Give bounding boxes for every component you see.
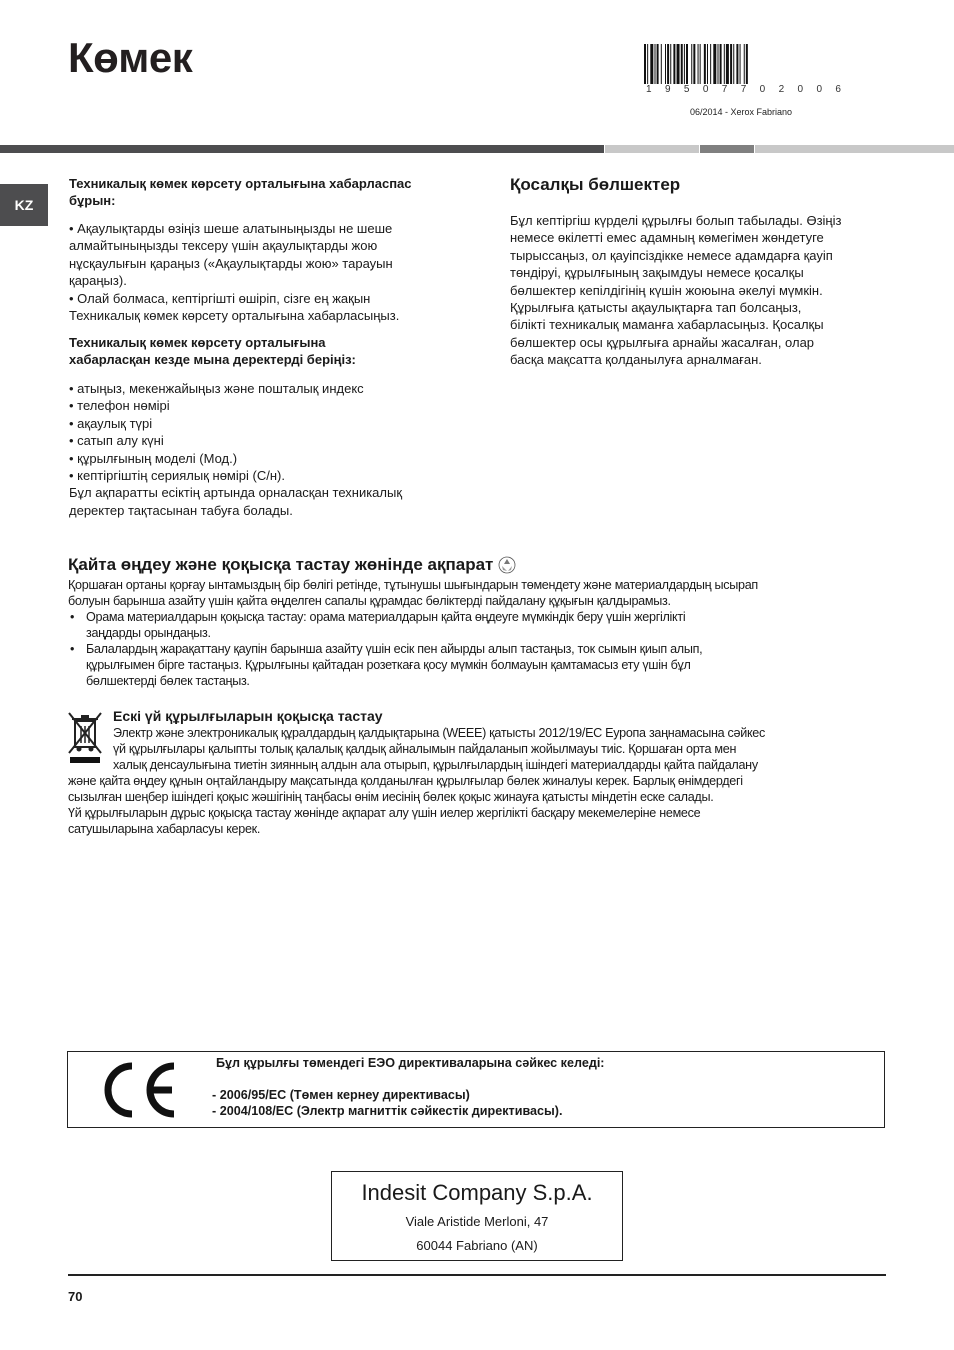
header-stripe-light [605,145,699,153]
info-heading [69,334,356,369]
text-line: құрылғымен бірге тастаңыз. Құрылғыны қайтадан розеткаға қосу мүмкін болмауын қамтамасыз ету үшін бұл [86,658,691,673]
text-line: Қоршаған ортаны қорғау ынтамыздың бір бөлігі ретінде, тұтынушы шығындарын төмендету және материалдардың ысырап [68,578,758,592]
text-line: төндіруі, құрылғының зақымдуы немесе қосалқы [510,265,804,281]
text-line: • Олай болмаса, кептіргішті өшіріп, сізге ең жақын [69,290,371,306]
text-line: Техникалық көмек көрсету орталығына хабарласыңыз. [69,308,400,324]
company-city: 60044 Fabriano (AN) [416,1238,538,1253]
recycle-icon [498,556,516,574]
ce-compliance-box [67,1051,885,1128]
text-line: Электр және электроникалық құралдардың қалдықтарына (WEEE) қатысты 2012/19/EC Еуропа заңнамасына сәйкес [113,726,766,740]
ce-intro: Бұл құрылғы төмендегі ЕЭО директиваларына сәйкес келеді: [216,1056,605,1070]
text-line: Бұл ақпаратты есіктің артында орналасқан техникалық [69,485,403,501]
text-line: үй құрылғылары қалыпты толық қалалық қалдық айналымын пайдаланып жойылмауы тиіс. Қоршаған орта мен [113,742,737,757]
text-line: және қайта өңдеу құнын оңтайландыру мақсатында қолданылған құрылғылар бөлек жиналуы керек. Барлық өнімдердегі [68,774,743,788]
text-line: хабарласқан кезде мына деректерді беріңіз: [69,352,356,368]
text-line: сызылған шеңбер ішіндегі қоқыс жәшігінің таңбасы өнім иесінің бөлек қоқыс жинауға қатысты міндетін еске салады. [68,790,714,805]
text-line: болуын барынша азайту үшін қайта өңделген сапалы құрамдас бөліктерді пайдалану құқығын қалдырамыз. [68,594,671,609]
spare-parts-paragraph [510,212,841,369]
text-line: бөлшектер осы құрылғыға арнайы жасалған, олар [510,334,815,350]
list-item: • ақаулық түрі [69,415,153,431]
text-line: Үй құрылғыларын дұрыс қоқысқа тастау жөнінде ақпарат алу үшін иелер жергілікті басқару мекемелеріне немесе [68,806,701,821]
weee-text [68,773,743,837]
weee-heading: Ескі үй құрылғыларын қоқысқа тастау [113,708,383,724]
list-item [68,641,702,689]
text-line: алмайтыныңызды тексеру үшін ақаулықтарды жою [69,238,378,254]
text-line: немесе өкілетті емес адамның көмегімен жөндетуге [510,230,824,246]
text-line: Техникалық көмек көрсету орталығына [69,335,326,350]
barcode [644,44,846,84]
list-item: • телефон нөмірі [69,398,170,414]
page-number: 70 [68,1289,83,1304]
text-line: • Ақаулықтарды өзіңіз шеше алатыныңызды не шеше [69,221,393,236]
text-line: тырыссаңыз, ол қауіпсіздікке немесе адамдарға қауіп [510,247,833,263]
support-heading [69,175,412,210]
spare-parts-heading: Қосалқы бөлшектер [510,175,681,194]
company-name: Indesit Company S.p.A. [361,1180,593,1205]
page-title: Көмек [68,34,193,81]
text-line: халық денсаулығына тиетін зиянның алдын ала отырып, құрылғылардың ішіндегі материалдарды қайта пайдалану [113,758,758,773]
language-tab: KZ [0,184,48,226]
list-item [68,609,702,641]
header-stripe-light-2 [755,145,954,153]
crossed-bin-icon [67,712,103,764]
header-stripe-dark [0,145,604,153]
directive-item: - 2004/108/EC (Электр магниттік сәйкестік директивасы). [212,1103,563,1118]
text-line: заңдарды орындаңыз. [86,626,211,641]
directive-item: - 2006/95/EC (Төмен кернеу директивасы) [212,1088,470,1102]
text-line: Бұл кептіргіш күрделі құрылғы болып табылады. Өзіңіз [510,213,842,228]
text-line: Құрылғыға қатысты ақаулықтарға тап болсаңыз, [510,300,802,316]
footer-divider [68,1274,886,1276]
text-line: білікті техникалық маманға хабарласыңыз. Қосалқы [510,317,824,333]
ce-mark-icon [98,1062,180,1118]
bullet-marker: • [70,610,75,624]
list-item: • құрылғының моделі (Мод.) [69,450,238,466]
header-stripe-mid [700,145,754,153]
recycle-intro [68,577,758,609]
barcode-digits: 1 9 5 0 7 7 0 2 0 0 6 [646,84,847,95]
recycle-heading: Қайта өңдеу және қоқысқа тастау жөнінде ақпарат [68,555,494,574]
text-line: бұрын: [69,193,116,209]
text-line: сатушыларына хабарласуы керек. [68,822,261,837]
company-address-box [331,1171,623,1261]
bullet-marker: • [70,642,75,657]
text-line: Техникалық көмек көрсету орталығына хабарласпас [69,176,412,191]
list-item: • атыңыз, мекенжайыңыз және пошталық индекс [69,381,364,396]
list-item: • сатып алу күні [69,433,164,449]
info-list [69,380,402,519]
list-item: • кептіргіштің сериялық нөмірі (С/н). [69,468,285,484]
text-line: қараңыз). [69,273,127,289]
print-info: 06/2014 - Xerox Fabriano [690,107,793,117]
ce-directives [212,1088,562,1119]
text-line: деректер тақтасынан табуға болады. [69,502,293,518]
company-street: Viale Aristide Merloni, 47 [405,1214,549,1229]
recycle-bullet-list [68,609,702,689]
recycle-heading-row [68,555,516,575]
text-line: басқа мақсатта қолданылуға арналмаған. [510,352,762,368]
text-line: Орама материалдарын қоқысқа тастау: орама материалдарын қайта өңдеуге мүмкіндік беру үшін жергілікті [86,610,686,624]
weee-indented-text [113,725,765,773]
text-line: бөлшектер кепілдігінің күшін жоюына әкелуі мүмкін. [510,282,823,298]
support-paragraph [69,220,399,324]
text-line: Балалардың жарақаттану қаупін барынша азайту үшін есік пен айырды алып тастаңыз, ток сымын қиып алып, [86,642,703,657]
text-line: бөлшектерді бөлек тастаңыз. [86,674,250,689]
text-line: нұсқаулығын қараңыз («Ақаулықтарды жою» тарауын [69,255,393,271]
